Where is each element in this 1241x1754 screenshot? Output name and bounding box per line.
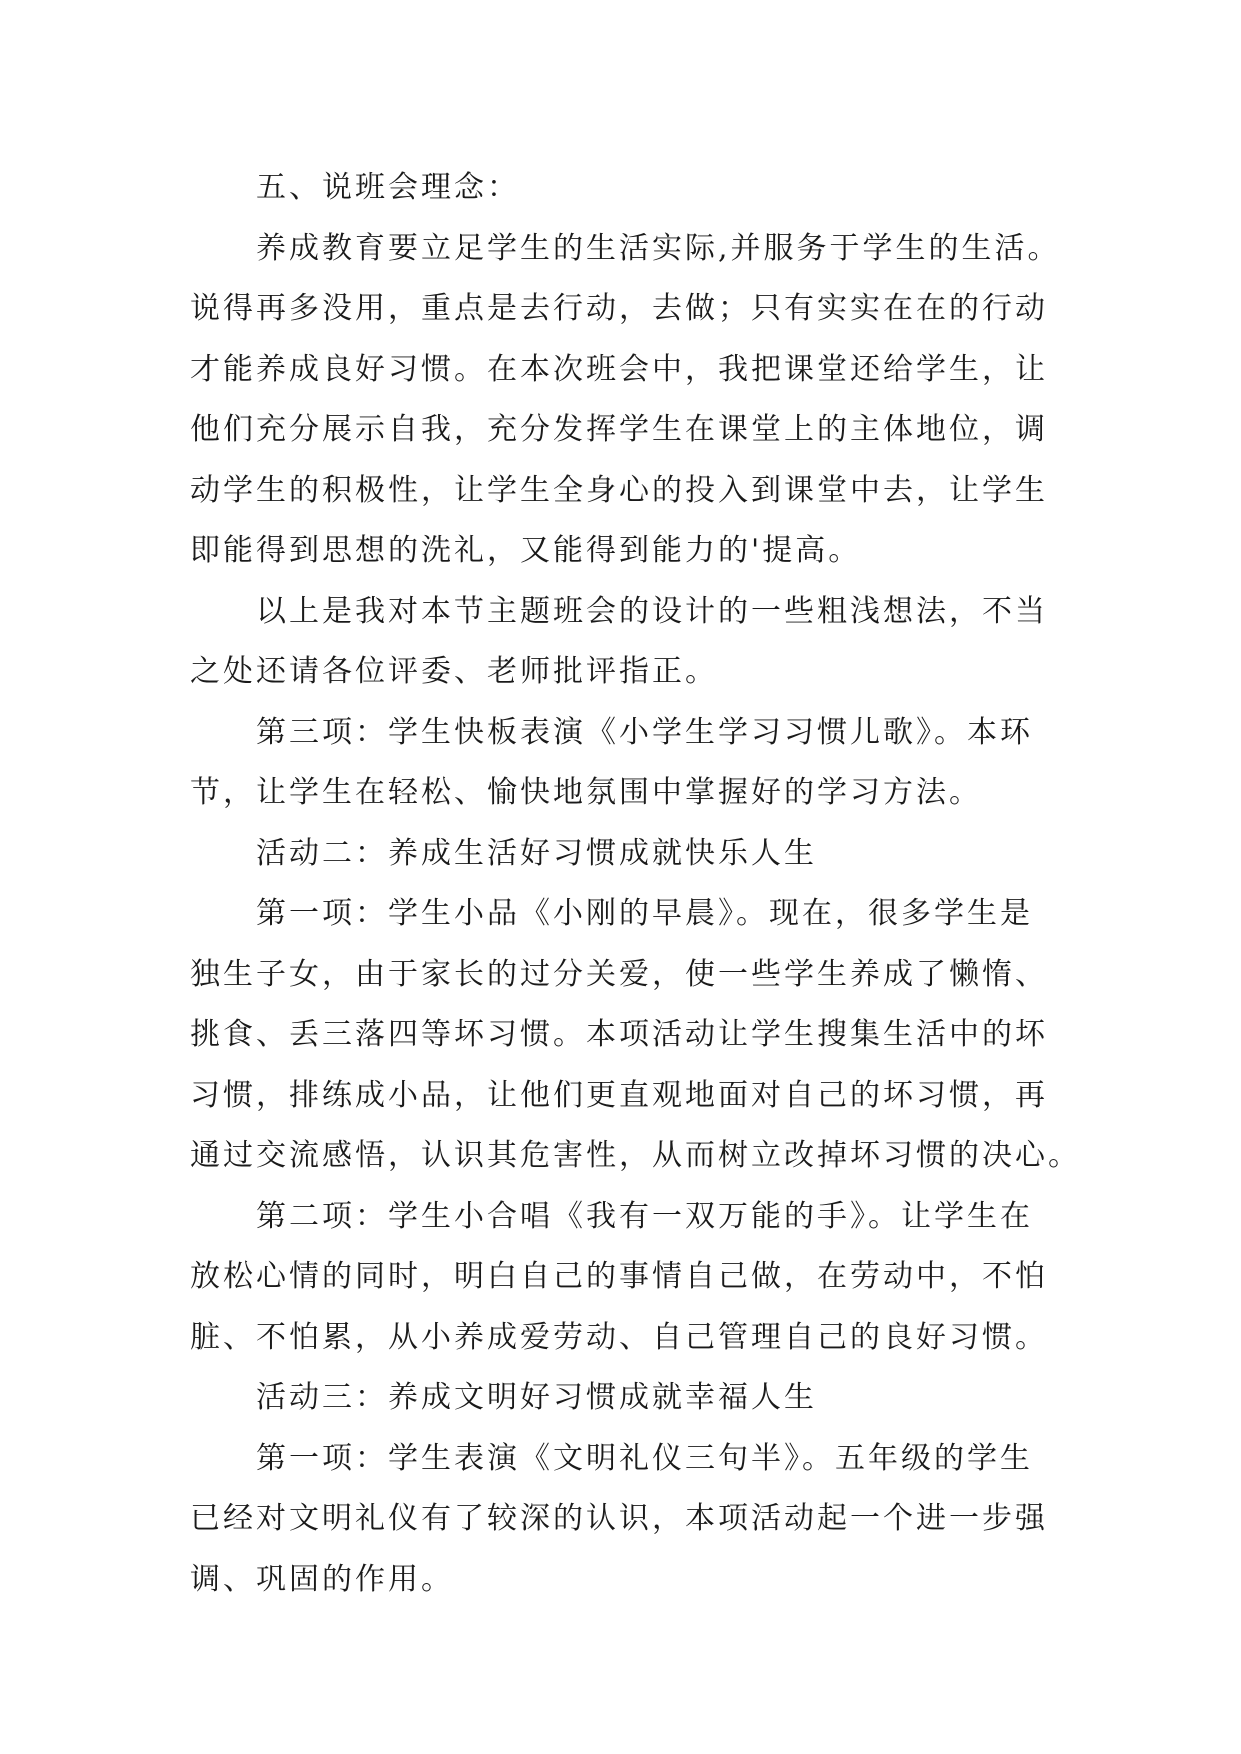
paragraph [190, 158, 1070, 219]
text-line: 之处还请各位评委、老师批评指正。 [190, 654, 718, 689]
text-line: 独生子女，由于家长的过分关爱，使一些学生养成了懒惰、 [190, 956, 1048, 992]
text-line: 即能得到思想的洗礼，又能得到能力的'提高。 [190, 533, 862, 568]
text-line: 以上是我对本节主题班会的设计的一些粗浅想法，不当 [256, 593, 1048, 629]
paragraph [190, 884, 1081, 1187]
text-line: 第一项：学生表演《文明礼仪三句半》。五年级的学生 [256, 1440, 1033, 1476]
paragraph [190, 824, 1070, 885]
text-line: 他们充分展示自我，充分发挥学生在课堂上的主体地位，调 [190, 412, 1048, 447]
text-line: 说得再多没用，重点是去行动，去做；只有实实在在的行动 [190, 291, 1048, 326]
paragraph [190, 703, 1070, 824]
text-line: 脏、不怕累，从小养成爱劳动、自己管理自己的良好习惯。 [190, 1319, 1048, 1355]
text-line: 才能养成良好习惯。在本次班会中，我把课堂还给学生，让 [190, 351, 1048, 387]
text-line: 五、说班会理念： [256, 170, 520, 205]
text-line: 第二项：学生小合唱《我有一双万能的手》。让学生在 [256, 1198, 1033, 1234]
text-line: 第一项：学生小品《小刚的早晨》。现在，很多学生是 [256, 896, 1033, 931]
paragraph [190, 1368, 1070, 1429]
text-line: 活动三：养成文明好习惯成就幸福人生 [256, 1380, 817, 1415]
paragraph [190, 1429, 1070, 1611]
text-line: 习惯，排练成小品，让他们更直观地面对自己的坏习惯，再 [190, 1077, 1048, 1113]
text-line: 养成教育要立足学生的生活实际,并服务于学生的生活。 [256, 230, 1061, 266]
text-line: 节，让学生在轻松、愉快地氛围中掌握好的学习方法。 [190, 775, 982, 810]
text-line: 第三项：学生快板表演《小学生学习习惯儿歌》。本环 [256, 714, 1033, 750]
text-line: 动学生的积极性，让学生全身心的投入到课堂中去，让学生 [190, 472, 1048, 508]
paragraph [190, 582, 1070, 703]
text-line: 调、巩固的作用。 [190, 1561, 454, 1597]
paragraph [190, 219, 1070, 582]
text-line: 已经对文明礼仪有了较深的认识，本项活动起一个进一步强 [190, 1501, 1048, 1536]
text-line: 放松心情的同时，明白自己的事情自己做，在劳动中，不怕 [190, 1259, 1048, 1294]
text-line: 通过交流感悟，认识其危害性，从而树立改掉坏习惯的决心。 [190, 1138, 1081, 1173]
document-body [190, 158, 1081, 1610]
text-line: 活动二：养成生活好习惯成就快乐人生 [256, 835, 817, 871]
paragraph [190, 1187, 1070, 1369]
text-line: 挑食、丢三落四等坏习惯。本项活动让学生搜集生活中的坏 [190, 1017, 1048, 1052]
